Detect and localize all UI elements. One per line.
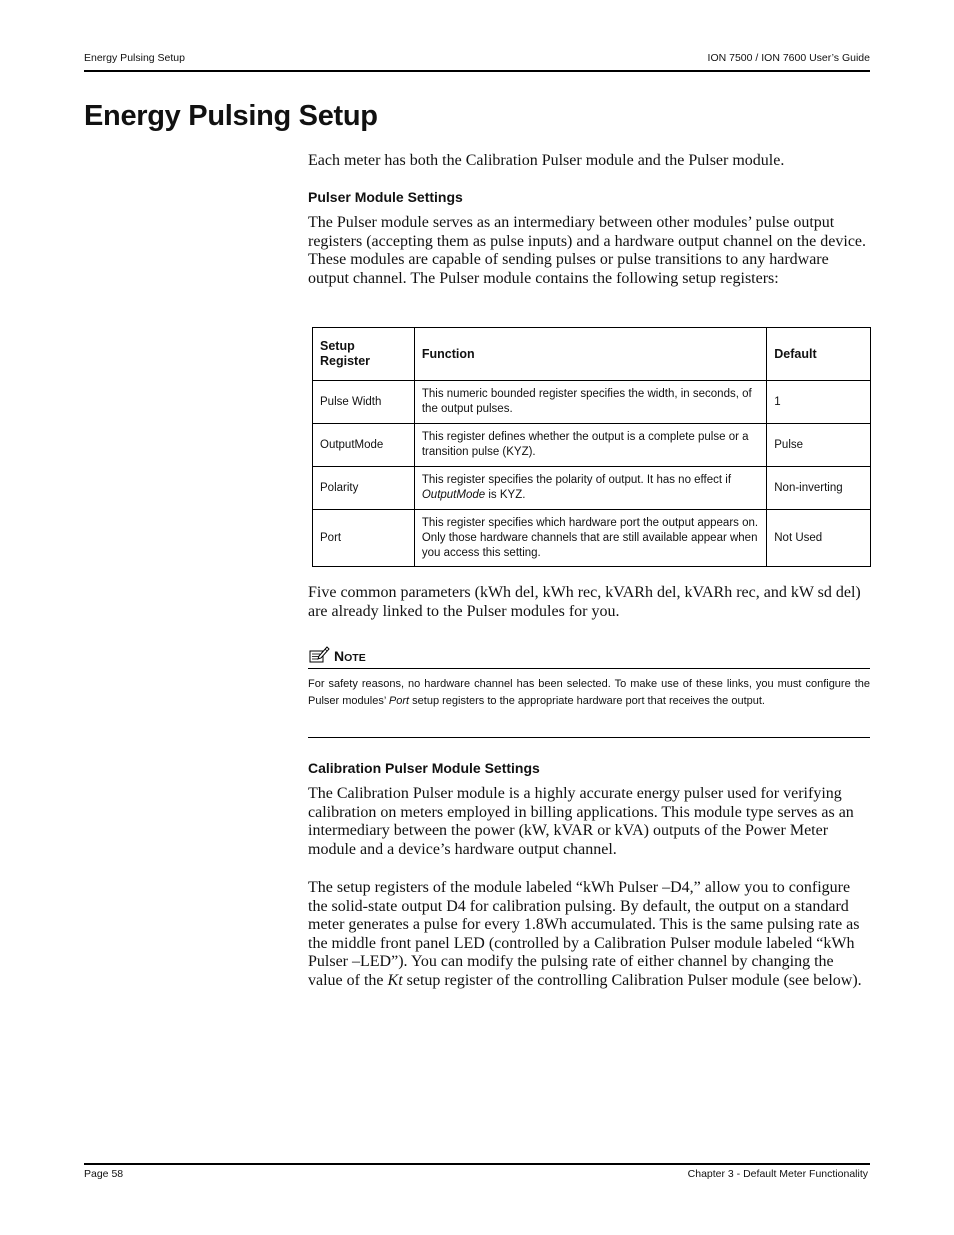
register-function: This numeric bounded register specifies the width, in seconds, of the output pulses. [414,381,766,424]
header-guide-title: ION 7500 / ION 7600 User’s Guide [707,52,870,64]
calibration-section-heading: Calibration Pulser Module Settings [308,760,540,776]
table-row [313,424,871,467]
note-label-rest: OTE [344,652,366,664]
pulser-section-paragraph: The Pulser module serves as an intermediary between other modules’ pulse output registers (accepting them as pulse inputs) and a hardware output channel on the device. These modules are capable of sending pulses or pulse transitions to any hardware output channel. The Pulser module contains the following setup registers: [308,214,867,287]
function-text: This register specifies the polarity of output. It has no effect if [421,474,732,486]
column-header-register: Setup Register [313,328,415,381]
note-text-emphasis: Port [388,695,410,707]
register-name: Polarity [313,467,415,510]
column-header-function: Function [414,328,766,381]
column-header-default: Default [767,328,871,381]
header-section-name: Energy Pulsing Setup [84,52,185,64]
note-label-first: N [334,648,345,664]
intro-paragraph: Each meter has both the Calibration Pulser module and the Pulser module. [308,152,785,169]
function-text: is KYZ. [485,489,526,501]
note-pencil-icon [308,646,330,667]
note-text-part: setup registers to the appropriate hardware port that receives the output. [409,695,765,707]
function-emphasis: OutputMode [421,489,486,501]
register-name: Pulse Width [313,381,415,424]
calibration-text: The setup registers of the module labeled “kWh Pulser –D4,” allow you to configure the solid-state output D4 for calibration pulsing. By default, the output on a standard meter generates a pulse for every 1.8Wh accumulated. This is the same pulsing rate as the middle front panel LED (controlled by a Calibration Pulser module labeled “kWh Pulser –LED”). You can modify the pulsing rate of either channel by changing the value of the [308,879,860,989]
setup-registers-table [312,327,871,567]
register-function: This register defines whether the output is a complete pulse or a transition pulse (KYZ). [414,424,766,467]
table-row [313,510,871,567]
pulser-section-heading: Pulser Module Settings [308,189,463,205]
register-name: Port [313,510,415,567]
note-text [308,676,870,710]
note-heading [308,646,366,667]
register-default: Non-inverting [767,467,871,510]
linked-parameters-paragraph: Five common parameters (kWh del, kWh rec, kVARh del, kVARh rec, and kW sd del) are already linked to the Pulser modules for you. [308,584,861,620]
register-default: Not Used [767,510,871,567]
register-name: OutputMode [313,424,415,467]
header-rule [84,70,870,72]
register-default: Pulse [767,424,871,467]
page-title: Energy Pulsing Setup [84,100,378,132]
calibration-paragraph-1: The Calibration Pulser module is a highly accurate energy pulser used for verifying calibration on meters employed in billing applications. This module type serves as an intermediary between the power (kW, kVAR or kVA) outputs of the Power Meter module and a device’s hardware output channel. [308,785,854,858]
table-header-row [313,328,871,381]
page-header [84,52,870,70]
calibration-emphasis: Kt [387,971,403,989]
calibration-paragraph-2 [308,879,870,991]
footer-rule [84,1163,870,1165]
calibration-text: setup register of the controlling Calibration Pulser module (see below). [402,971,862,989]
table-row [313,381,871,424]
note-bottom-rule [308,737,870,738]
note-top-rule [308,668,870,669]
register-function: This register specifies which hardware port the output appears on. Only those hardware channels that are still available appear when you access this setting. [414,510,766,567]
page-number: Page 58 [84,1168,124,1180]
table-row [313,467,871,510]
register-function [414,467,766,510]
register-default: 1 [767,381,871,424]
chapter-title: Chapter 3 - Default Meter Functionality [687,1168,868,1180]
note-text-part: For safety reasons, no hardware channel has been selected. To make use of these links, you must configure the Pulser modules’ [308,678,870,707]
